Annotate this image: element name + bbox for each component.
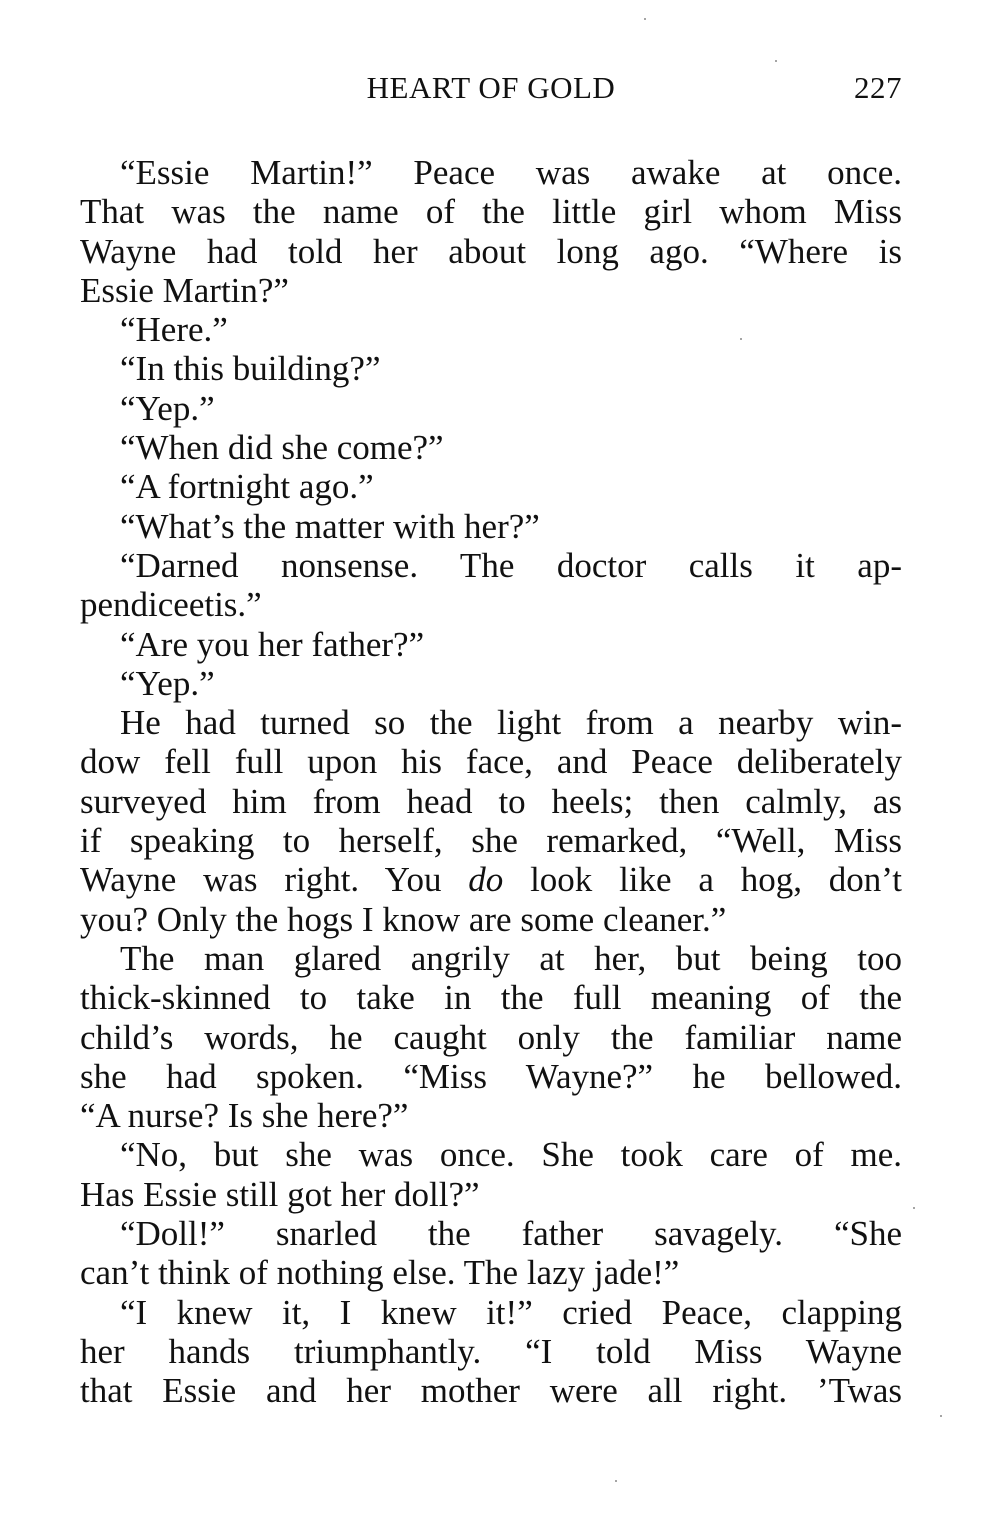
- text-line: “A nurse? Is she here?”: [80, 1096, 409, 1136]
- text-line: child’s words, he caught only the familiar name: [80, 1017, 902, 1057]
- text-fragment: look like a hog, don’t: [503, 860, 902, 900]
- text-line: “When did she come?”: [120, 428, 444, 468]
- text-line: “Doll!” snarled the father savagely. “She: [120, 1214, 902, 1254]
- text-line: Has Essie still got her doll?”: [80, 1174, 480, 1214]
- scan-speck: [740, 338, 742, 340]
- running-head: [80, 70, 902, 110]
- text-line: “Yep.”: [120, 388, 215, 428]
- text-line: Wayne had told her about long ago. “Where is: [80, 231, 902, 271]
- text-line: pendiceetis.”: [80, 585, 262, 625]
- text-line: “Are you her father?”: [120, 624, 425, 664]
- page-number: 227: [854, 70, 902, 105]
- scan-speck: [615, 1480, 617, 1482]
- text-line: That was the name of the little girl whom Miss: [80, 192, 902, 232]
- text-line: Essie Martin?”: [80, 270, 289, 310]
- emphasis-text: do: [468, 860, 504, 900]
- text-line: [80, 860, 902, 899]
- body-text: [80, 153, 902, 1411]
- scan-speck: [913, 1207, 915, 1209]
- text-line: He had turned so the light from a nearby win-: [120, 703, 902, 743]
- text-line: can’t think of nothing else. The lazy jade!”: [80, 1253, 680, 1293]
- text-line: “Darned nonsense. The doctor calls it ap-: [120, 545, 902, 585]
- text-line: dow fell full upon his face, and Peace deliberately: [80, 742, 902, 782]
- text-line: “What’s the matter with her?”: [120, 506, 540, 546]
- text-line: “No, but she was once. She took care of me.: [120, 1135, 902, 1175]
- text-fragment: Wayne was right. You: [80, 860, 469, 900]
- text-line: her hands triumphantly. “I told Miss Wayne: [80, 1331, 902, 1371]
- text-line: she had spoken. “Miss Wayne?” he bellowed.: [80, 1056, 902, 1096]
- text-line: you? Only the hogs I know are some cleaner.”: [80, 899, 727, 939]
- text-line: “Essie Martin!” Peace was awake at once.: [120, 153, 902, 192]
- text-line: surveyed him from head to heels; then calmly, as: [80, 781, 902, 821]
- scan-speck: [940, 1415, 942, 1417]
- running-title: HEART OF GOLD: [366, 70, 616, 105]
- text-line: “I knew it, I knew it!” cried Peace, clapping: [120, 1292, 902, 1332]
- text-line: that Essie and her mother were all right. ’Twas: [80, 1371, 902, 1411]
- text-line: “Yep.”: [120, 663, 215, 703]
- text-line: thick-skinned to take in the full meaning of the: [80, 978, 902, 1018]
- scan-speck: [775, 60, 777, 62]
- text-line: “Here.”: [120, 310, 228, 350]
- scan-speck: [644, 18, 646, 20]
- text-line: The man glared angrily at her, but being too: [120, 938, 902, 978]
- text-line: “In this building?”: [120, 349, 381, 389]
- text-line: “A fortnight ago.”: [120, 467, 374, 507]
- text-line: if speaking to herself, she remarked, “Well, Miss: [80, 821, 902, 861]
